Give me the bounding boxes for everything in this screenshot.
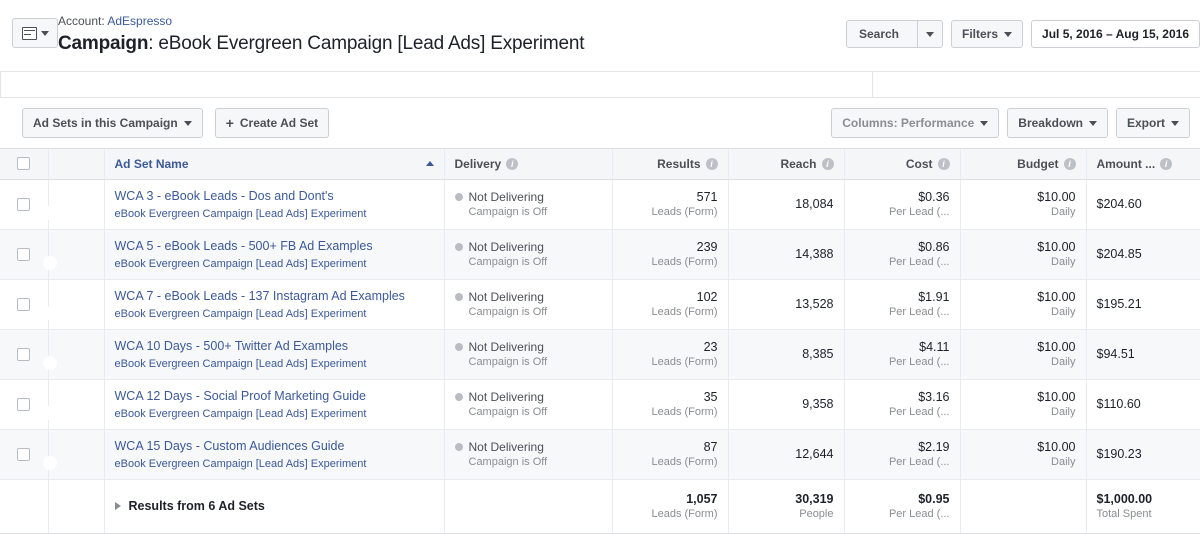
ad-set-name-link[interactable]: WCA 3 - eBook Leads - Dos and Dont's bbox=[114, 188, 334, 203]
chevron-down-icon bbox=[41, 31, 49, 36]
export-button[interactable] bbox=[1116, 108, 1190, 138]
table-row[interactable] bbox=[0, 429, 1200, 479]
budget-cell bbox=[960, 279, 1086, 329]
scope-select-label: Ad Sets in this Campaign bbox=[33, 116, 178, 130]
amount-spent-cell bbox=[1086, 279, 1200, 329]
chevron-down-icon bbox=[926, 32, 934, 37]
ad-set-name-link[interactable]: WCA 15 Days - Custom Audiences Guide bbox=[114, 438, 345, 453]
column-header-reach[interactable] bbox=[728, 149, 844, 179]
results-value: 571 bbox=[696, 190, 718, 204]
reach-value: 13,528 bbox=[795, 297, 834, 311]
table-row[interactable] bbox=[0, 329, 1200, 379]
budget-unit: Daily bbox=[1051, 456, 1076, 468]
cost-value: $4.11 bbox=[919, 340, 950, 354]
panel-left-edge bbox=[0, 72, 1, 97]
reach-cell bbox=[728, 229, 844, 279]
campaign-name: : eBook Evergreen Campaign [Lead Ads] Experiment bbox=[148, 33, 585, 54]
select-all-checkbox[interactable] bbox=[17, 157, 30, 170]
delivery-status-text: Not Delivering bbox=[468, 340, 544, 354]
results-unit: Leads (Form) bbox=[651, 206, 718, 218]
account-book-icon bbox=[22, 27, 37, 40]
totals-amount-unit: Total Spent bbox=[1096, 508, 1152, 521]
budget-header-inner bbox=[971, 157, 1076, 171]
search-button[interactable] bbox=[846, 20, 943, 48]
info-icon[interactable]: i bbox=[706, 158, 718, 170]
status-dot-icon bbox=[455, 393, 463, 401]
amount-spent-value: $94.51 bbox=[1096, 347, 1135, 361]
budget-unit: Daily bbox=[1051, 256, 1076, 268]
results-unit: Leads (Form) bbox=[651, 256, 718, 268]
status-dot-icon bbox=[455, 443, 463, 451]
scope-select-button[interactable] bbox=[22, 108, 203, 138]
header-actions bbox=[846, 20, 1200, 48]
column-label-delivery: Delivery bbox=[454, 156, 502, 171]
cost-value: $0.36 bbox=[918, 190, 950, 204]
results-value: 87 bbox=[703, 440, 718, 454]
totals-budget-cell bbox=[960, 479, 1086, 533]
delivery-substatus: Campaign is Off bbox=[468, 306, 548, 318]
info-icon[interactable]: i bbox=[506, 158, 518, 170]
account-name-link[interactable]: AdEspresso bbox=[107, 14, 173, 28]
budget-cell bbox=[960, 429, 1086, 479]
cost-unit: Per Lead (... bbox=[888, 406, 950, 418]
budget-unit: Daily bbox=[1051, 406, 1076, 418]
row-status-cell[interactable] bbox=[48, 229, 104, 279]
budget-unit: Daily bbox=[1051, 356, 1076, 368]
results-value: 23 bbox=[703, 340, 718, 354]
row-status-cell[interactable] bbox=[48, 379, 104, 429]
results-value: 102 bbox=[696, 290, 718, 304]
results-cell bbox=[612, 379, 728, 429]
row-select-cell[interactable] bbox=[0, 329, 48, 379]
row-checkbox[interactable] bbox=[17, 248, 30, 261]
table-row[interactable] bbox=[0, 379, 1200, 429]
account-label: Account: bbox=[58, 14, 105, 28]
column-label-ad-set-name: Ad Set Name bbox=[114, 156, 189, 171]
row-select-cell[interactable] bbox=[0, 379, 48, 429]
account-switcher-button[interactable] bbox=[12, 18, 58, 48]
ad-set-name-link[interactable]: WCA 7 - eBook Leads - 137 Instagram Ad Examples bbox=[114, 288, 405, 303]
totals-select-cell bbox=[0, 479, 48, 533]
status-dot-icon bbox=[455, 193, 463, 201]
budget-unit: Daily bbox=[1051, 306, 1076, 318]
cost-value: $2.19 bbox=[918, 440, 950, 454]
delivery-status-text: Not Delivering bbox=[468, 290, 544, 304]
table-toolbar bbox=[0, 98, 1200, 148]
cost-cell bbox=[844, 329, 960, 379]
create-ad-set-label: Create Ad Set bbox=[239, 116, 319, 130]
column-label-amount: Amount ... bbox=[1096, 156, 1156, 171]
amount-header-inner bbox=[1097, 157, 1190, 171]
results-value: 239 bbox=[696, 240, 718, 254]
amount-spent-cell bbox=[1086, 229, 1200, 279]
plus-icon: + bbox=[225, 115, 234, 131]
results-unit: Leads (Form) bbox=[651, 456, 718, 468]
totals-cost-cell bbox=[844, 479, 960, 533]
delivery-status-text: Not Delivering bbox=[468, 240, 544, 254]
budget-value: $10.00 bbox=[1037, 290, 1076, 304]
delivery-substatus: Campaign is Off bbox=[468, 456, 548, 468]
budget-unit: Daily bbox=[1051, 206, 1076, 218]
budget-cell bbox=[960, 329, 1086, 379]
chevron-down-icon bbox=[980, 121, 988, 126]
delivery-substatus: Campaign is Off bbox=[468, 356, 548, 368]
amount-spent-value: $110.60 bbox=[1096, 397, 1141, 411]
cost-unit: Per Lead (... bbox=[888, 306, 950, 318]
page-title bbox=[58, 32, 584, 56]
delivery-cell bbox=[444, 379, 612, 429]
ad-sets-table bbox=[0, 148, 1200, 534]
row-checkbox[interactable] bbox=[17, 298, 30, 311]
column-label-cost: Cost bbox=[905, 156, 933, 171]
results-header-inner bbox=[623, 157, 718, 171]
totals-label: Results from 6 Ad Sets bbox=[128, 499, 265, 514]
row-status-cell[interactable] bbox=[48, 279, 104, 329]
cost-cell bbox=[844, 229, 960, 279]
toolbar-right-actions bbox=[831, 108, 1190, 138]
chevron-down-icon bbox=[1171, 121, 1179, 126]
delivery-cell bbox=[444, 279, 612, 329]
totals-amount-value: $1,000.00 bbox=[1096, 492, 1153, 507]
results-unit: Leads (Form) bbox=[651, 306, 718, 318]
reach-value: 14,388 bbox=[795, 247, 834, 261]
info-icon[interactable]: i bbox=[822, 158, 834, 170]
results-cell bbox=[612, 329, 728, 379]
totals-reach-cell bbox=[728, 479, 844, 533]
ad-set-name-cell[interactable] bbox=[104, 429, 444, 479]
reach-value: 8,385 bbox=[802, 347, 834, 361]
results-cell bbox=[612, 279, 728, 329]
ad-set-name-cell[interactable] bbox=[104, 179, 444, 229]
delivery-status bbox=[455, 189, 602, 205]
ad-set-name-cell[interactable] bbox=[104, 279, 444, 329]
delivery-status bbox=[455, 239, 602, 255]
results-unit: Leads (Form) bbox=[651, 406, 718, 418]
column-header-budget[interactable] bbox=[960, 149, 1086, 179]
reach-cell bbox=[728, 429, 844, 479]
row-status-cell[interactable] bbox=[48, 329, 104, 379]
campaign-label: Campaign bbox=[58, 33, 149, 54]
header-titles bbox=[58, 12, 584, 56]
cost-value: $1.91 bbox=[918, 290, 950, 304]
totals-reach-unit: People bbox=[799, 508, 834, 521]
date-range-button[interactable] bbox=[1031, 20, 1200, 48]
cost-unit: Per Lead (... bbox=[888, 206, 950, 218]
totals-label-wrap bbox=[115, 499, 434, 513]
table-body bbox=[0, 179, 1200, 533]
expand-triangle-icon[interactable] bbox=[115, 502, 121, 510]
delivery-status-text: Not Delivering bbox=[468, 440, 544, 454]
cost-cell bbox=[844, 379, 960, 429]
search-dropdown-arrow[interactable] bbox=[917, 21, 942, 47]
totals-results-cell bbox=[612, 479, 728, 533]
panel-divider-strip bbox=[0, 72, 1200, 98]
row-select-cell[interactable] bbox=[0, 429, 48, 479]
totals-label-cell[interactable] bbox=[104, 479, 444, 533]
row-checkbox[interactable] bbox=[17, 348, 30, 361]
totals-row bbox=[0, 479, 1200, 533]
budget-value: $10.00 bbox=[1037, 390, 1076, 404]
delivery-status-text: Not Delivering bbox=[468, 190, 544, 204]
row-status-cell[interactable] bbox=[48, 179, 104, 229]
ad-set-campaign-label: eBook Evergreen Campaign [Lead Ads] Experiment bbox=[114, 207, 367, 220]
totals-results-unit: Leads (Form) bbox=[651, 508, 718, 521]
cost-cell bbox=[844, 279, 960, 329]
budget-cell bbox=[960, 379, 1086, 429]
account-line bbox=[58, 14, 584, 28]
table-row[interactable] bbox=[0, 179, 1200, 229]
row-checkbox[interactable] bbox=[17, 198, 30, 211]
delivery-header-inner bbox=[455, 157, 602, 171]
budget-value: $10.00 bbox=[1037, 440, 1076, 454]
table-row[interactable] bbox=[0, 279, 1200, 329]
sort-ascending-icon bbox=[426, 161, 434, 166]
cost-cell bbox=[844, 179, 960, 229]
reach-cell bbox=[728, 329, 844, 379]
delivery-status bbox=[455, 389, 602, 405]
ad-set-campaign-label: eBook Evergreen Campaign [Lead Ads] Experiment bbox=[114, 357, 367, 370]
amount-spent-cell bbox=[1086, 379, 1200, 429]
delivery-status-text: Not Delivering bbox=[468, 390, 544, 404]
date-range-label: Jul 5, 2016 – Aug 15, 2016 bbox=[1042, 27, 1189, 41]
budget-value: $10.00 bbox=[1037, 190, 1076, 204]
status-header bbox=[48, 149, 104, 179]
status-dot-icon bbox=[455, 343, 463, 351]
cost-unit: Per Lead (... bbox=[888, 456, 950, 468]
column-label-budget: Budget bbox=[1017, 156, 1059, 171]
results-cell bbox=[612, 179, 728, 229]
reach-cell bbox=[728, 379, 844, 429]
search-button-label: Search bbox=[858, 27, 899, 41]
status-dot-icon bbox=[455, 293, 463, 301]
reach-value: 18,084 bbox=[795, 197, 834, 211]
column-header-delivery[interactable] bbox=[444, 149, 612, 179]
results-cell bbox=[612, 229, 728, 279]
breakdown-button[interactable] bbox=[1007, 108, 1108, 138]
ad-set-campaign-label: eBook Evergreen Campaign [Lead Ads] Experiment bbox=[114, 407, 367, 420]
row-select-cell[interactable] bbox=[0, 229, 48, 279]
chevron-down-icon bbox=[1089, 121, 1097, 126]
reach-cell bbox=[728, 179, 844, 229]
amount-spent-value: $204.85 bbox=[1096, 247, 1142, 261]
chevron-down-icon bbox=[184, 121, 192, 126]
amount-spent-cell bbox=[1086, 429, 1200, 479]
columns-button-label: Columns: Performance bbox=[842, 116, 975, 130]
budget-value: $10.00 bbox=[1037, 340, 1076, 354]
results-unit: Leads (Form) bbox=[651, 356, 718, 368]
ad-set-name-link[interactable]: WCA 12 Days - Social Proof Marketing Guide bbox=[114, 388, 366, 403]
status-dot-icon bbox=[455, 243, 463, 251]
filters-button-label: Filters bbox=[962, 27, 999, 41]
create-ad-set-button[interactable] bbox=[215, 108, 329, 138]
ad-set-campaign-label: eBook Evergreen Campaign [Lead Ads] Experiment bbox=[114, 257, 367, 270]
budget-cell bbox=[960, 179, 1086, 229]
row-checkbox[interactable] bbox=[17, 398, 30, 411]
delivery-cell bbox=[444, 329, 612, 379]
delivery-substatus: Campaign is Off bbox=[468, 206, 548, 218]
amount-spent-value: $195.21 bbox=[1096, 297, 1142, 311]
delivery-cell bbox=[444, 429, 612, 479]
reach-header-inner bbox=[739, 157, 834, 171]
ad-set-campaign-label: eBook Evergreen Campaign [Lead Ads] Experiment bbox=[114, 457, 367, 470]
amount-spent-value: $204.60 bbox=[1096, 197, 1142, 211]
ad-set-name-cell[interactable] bbox=[104, 329, 444, 379]
cost-unit: Per Lead (... bbox=[888, 256, 950, 268]
delivery-substatus: Campaign is Off bbox=[468, 256, 548, 268]
ad-set-name-header-inner bbox=[115, 157, 434, 171]
cost-header-inner bbox=[855, 157, 950, 171]
info-icon[interactable]: i bbox=[1160, 158, 1172, 170]
totals-results-value: 1,057 bbox=[686, 492, 718, 507]
row-status-cell[interactable] bbox=[48, 429, 104, 479]
amount-spent-cell bbox=[1086, 179, 1200, 229]
totals-amount-cell bbox=[1086, 479, 1200, 533]
totals-reach-value: 30,319 bbox=[795, 492, 834, 507]
cost-value: $3.16 bbox=[918, 390, 950, 404]
amount-spent-value: $190.23 bbox=[1096, 447, 1142, 461]
page-header bbox=[0, 0, 1200, 72]
budget-value: $10.00 bbox=[1037, 240, 1076, 254]
delivery-status bbox=[455, 339, 602, 355]
reach-cell bbox=[728, 279, 844, 329]
row-checkbox[interactable] bbox=[17, 448, 30, 461]
row-select-cell[interactable] bbox=[0, 279, 48, 329]
cost-value: $0.86 bbox=[918, 240, 950, 254]
results-value: 35 bbox=[703, 390, 718, 404]
column-header-amount-spent[interactable] bbox=[1086, 149, 1200, 179]
delivery-cell bbox=[444, 229, 612, 279]
totals-status-cell bbox=[48, 479, 104, 533]
cost-cell bbox=[844, 429, 960, 479]
column-label-reach: Reach bbox=[780, 156, 817, 171]
totals-cost-unit: Per Lead (... bbox=[888, 508, 950, 521]
export-button-label: Export bbox=[1126, 116, 1165, 130]
select-all-header[interactable] bbox=[0, 149, 48, 179]
delivery-status bbox=[455, 439, 602, 455]
table-row[interactable] bbox=[0, 229, 1200, 279]
column-header-cost[interactable] bbox=[844, 149, 960, 179]
info-icon[interactable]: i bbox=[938, 158, 950, 170]
column-header-results[interactable] bbox=[612, 149, 728, 179]
columns-button[interactable] bbox=[831, 108, 999, 138]
table-header-row bbox=[0, 149, 1200, 179]
results-cell bbox=[612, 429, 728, 479]
delivery-cell bbox=[444, 179, 612, 229]
amount-spent-cell bbox=[1086, 329, 1200, 379]
ad-set-name-link[interactable]: WCA 5 - eBook Leads - 500+ FB Ad Examples bbox=[114, 238, 373, 253]
delivery-status bbox=[455, 289, 602, 305]
totals-cost-value: $0.95 bbox=[918, 492, 950, 507]
ad-set-name-cell[interactable] bbox=[104, 379, 444, 429]
reach-value: 12,644 bbox=[795, 447, 834, 461]
delivery-substatus: Campaign is Off bbox=[468, 406, 548, 418]
totals-delivery-cell bbox=[444, 479, 612, 533]
breakdown-button-label: Breakdown bbox=[1018, 116, 1083, 130]
column-header-ad-set-name[interactable] bbox=[104, 149, 444, 179]
info-icon[interactable]: i bbox=[1064, 158, 1076, 170]
filters-button[interactable] bbox=[951, 20, 1023, 48]
row-select-cell[interactable] bbox=[0, 179, 48, 229]
ad-set-campaign-label: eBook Evergreen Campaign [Lead Ads] Experiment bbox=[114, 307, 367, 320]
cost-unit: Per Lead (... bbox=[888, 356, 950, 368]
reach-value: 9,358 bbox=[802, 397, 834, 411]
ad-set-name-link[interactable]: WCA 10 Days - 500+ Twitter Ad Examples bbox=[114, 338, 349, 353]
account-icon-wrapper bbox=[0, 12, 58, 48]
ad-set-name-cell[interactable] bbox=[104, 229, 444, 279]
chevron-down-icon bbox=[1004, 32, 1012, 37]
column-label-results: Results bbox=[657, 156, 701, 171]
budget-cell bbox=[960, 229, 1086, 279]
